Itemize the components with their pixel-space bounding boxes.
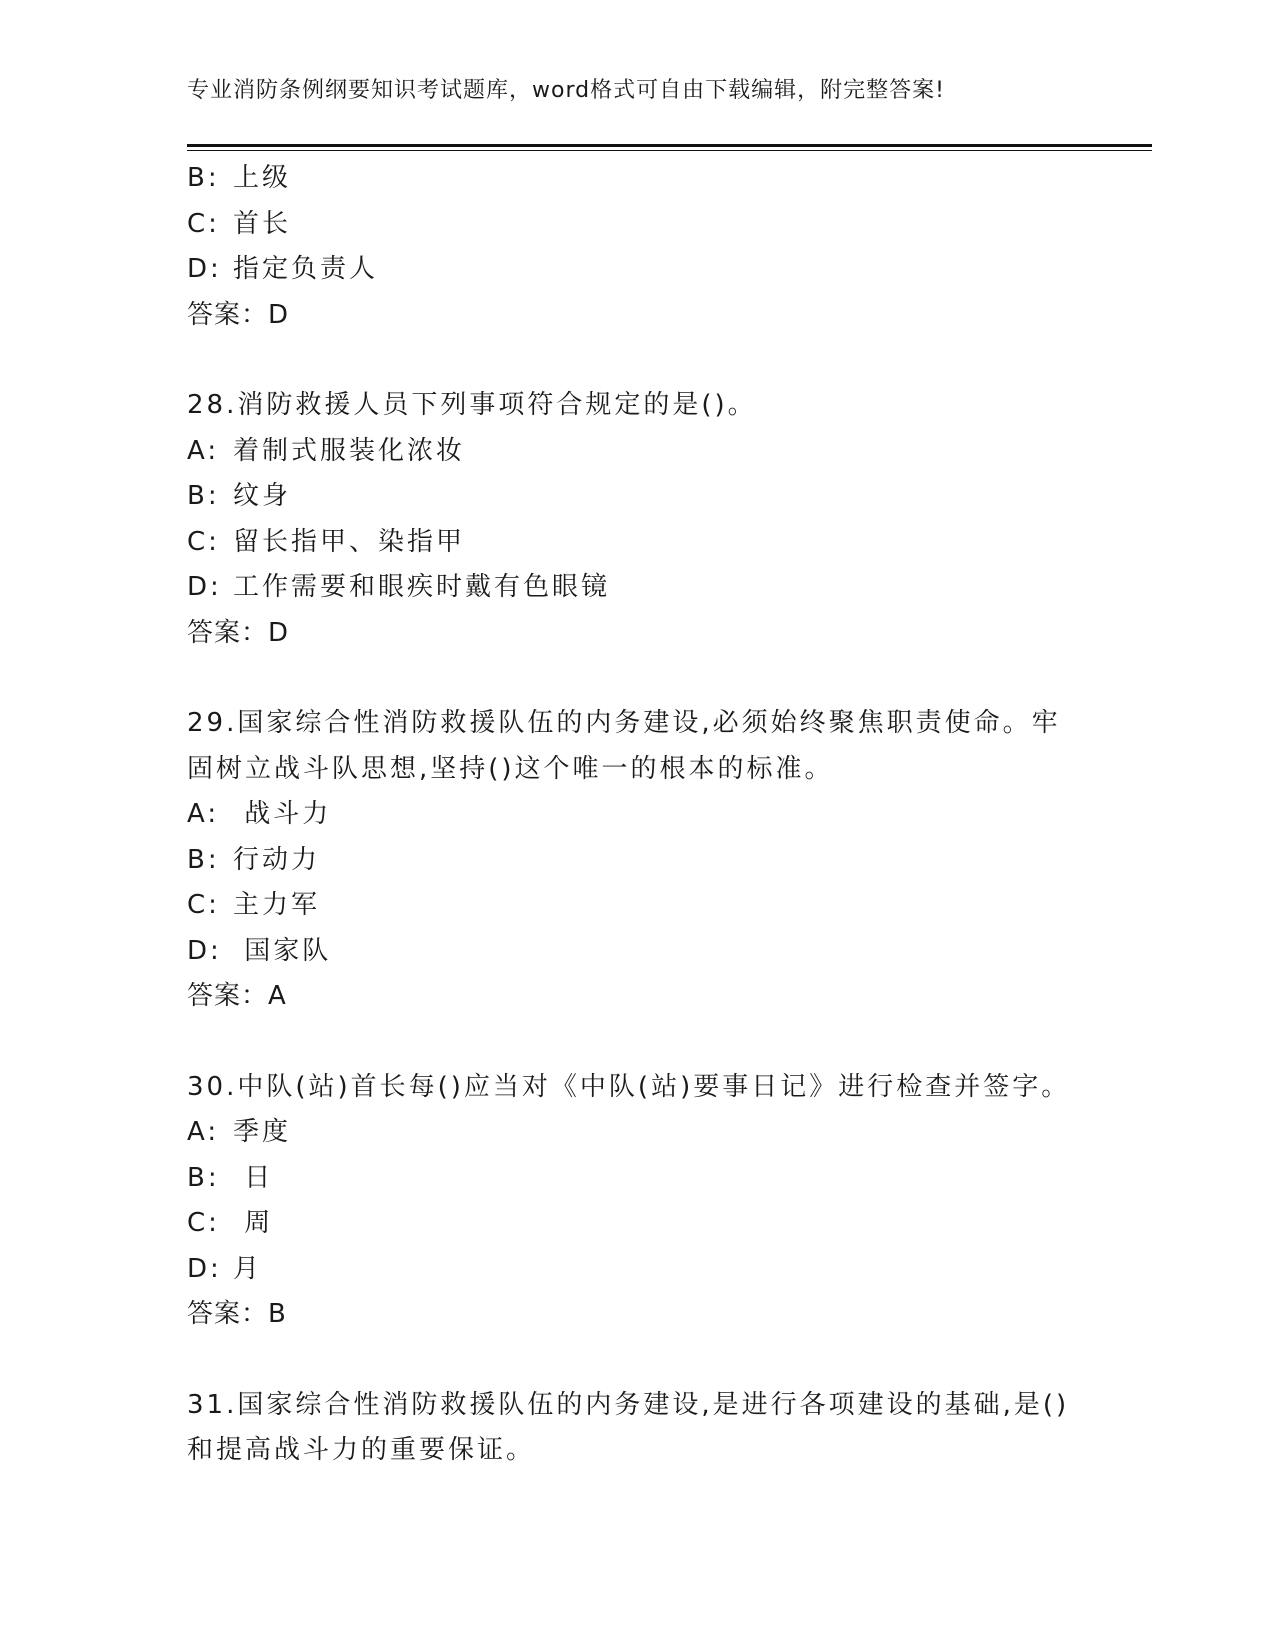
option-c: C: 主力军 — [187, 890, 321, 920]
question-text: 28.消防救援人员下列事项符合规定的是()。 — [187, 390, 757, 420]
option-b: B: 行动力 — [187, 844, 321, 875]
option-c: C: 周 — [187, 1208, 274, 1238]
answer: 答案：B — [187, 1299, 287, 1329]
document-body — [187, 156, 1087, 1474]
option-c: C: 首长 — [187, 208, 292, 239]
question-28-block — [187, 383, 1087, 656]
question-text-line-1: 31.国家综合性消防救援队伍的内务建设,是进行各项建设的基础,是() — [187, 1389, 1070, 1420]
prev-question-block — [187, 156, 1087, 338]
option-b: B: 上级 — [187, 163, 292, 193]
option-a: A: 季度 — [187, 1117, 292, 1147]
question-text-line-2: 固树立战斗队思想,坚持()这个唯一的根本的标准。 — [187, 753, 834, 784]
answer: 答案：D — [187, 299, 290, 330]
header-rule-thick — [187, 144, 1152, 147]
option-b: B: 日 — [187, 1162, 274, 1193]
header-rule-thin — [187, 150, 1152, 151]
question-text: 30.中队(站)首长每()应当对《中队(站)要事日记》进行检查并签字。 — [187, 1071, 1071, 1102]
question-31-block — [187, 1383, 1087, 1474]
option-d: D: 指定负责人 — [187, 254, 379, 284]
option-a: A: 战斗力 — [187, 799, 332, 829]
option-d: D: 工作需要和眼疾时戴有色眼镜 — [187, 572, 611, 602]
question-30-block — [187, 1065, 1087, 1338]
option-d: D: 国家队 — [187, 935, 332, 966]
page-header: 专业消防条例纲要知识考试题库，word格式可自由下载编辑，附完整答案! — [187, 78, 945, 103]
option-c: C: 留长指甲、染指甲 — [187, 526, 466, 557]
answer: 答案：A — [187, 981, 287, 1011]
question-text-line-1: 29.国家综合性消防救援队伍的内务建设,必须始终聚焦职责使命。牢 — [187, 708, 1061, 738]
answer: 答案：D — [187, 617, 290, 648]
option-a: A: 着制式服装化浓妆 — [187, 435, 466, 466]
option-b: B: 纹身 — [187, 481, 292, 511]
option-d: D: 月 — [187, 1253, 263, 1284]
question-29-block — [187, 701, 1087, 1020]
question-text-line-2: 和提高战斗力的重要保证。 — [187, 1435, 536, 1465]
